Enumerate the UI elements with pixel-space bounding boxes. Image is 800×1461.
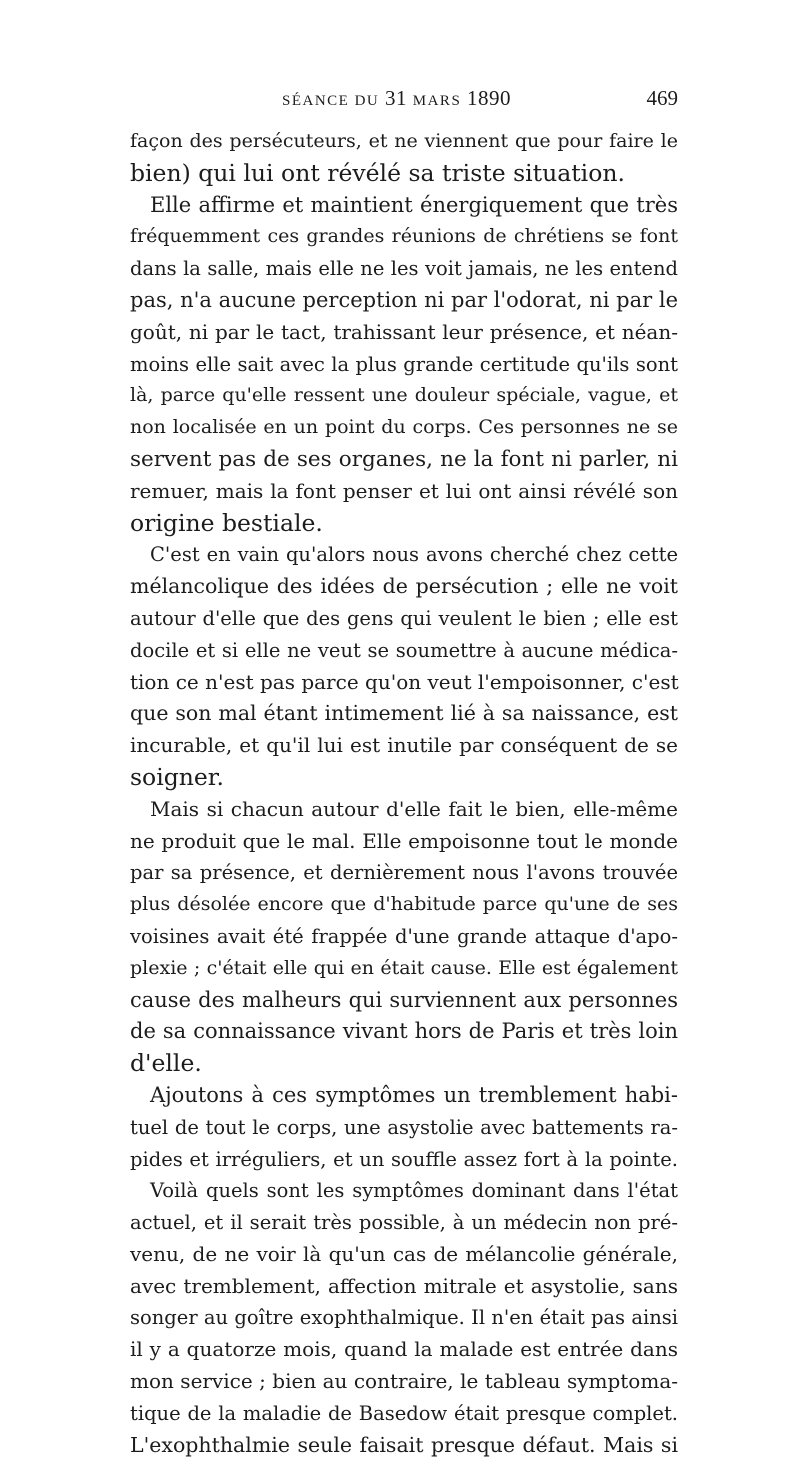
text-line: plus désolée encore que d'habitude parce qu'une de ses xyxy=(130,893,678,916)
text-line: venu, de ne voir là qu'un cas de mélancolie générale, xyxy=(130,1241,678,1266)
text-line: pides et irréguliers, et un souffle assez fort à la pointe. xyxy=(130,1147,678,1171)
text-line: goût, ni par le tact, trahissant leur présence, et néan- xyxy=(130,319,678,344)
text-line: incurable, et qu'il lui est inutile par conséquent de se xyxy=(130,733,678,758)
running-header xyxy=(130,86,678,118)
text-line: soigner. xyxy=(130,762,224,791)
text-line: ne produit que le mal. Elle empoisonne tout le monde xyxy=(130,828,678,853)
running-title xyxy=(282,86,511,111)
text-line: L'exophthalmie seule faisait presque défaut. Mais si xyxy=(130,1432,678,1457)
running-title-prefix: SÉANCE DU xyxy=(282,93,380,109)
text-line: voisines avait été frappée d'une grande attaque d'apo- xyxy=(130,924,678,948)
text-line: servent pas de ses organes, ne la font ni parler, ni xyxy=(130,446,678,472)
text-line: que son mal étant intimement lié à sa naissance, est xyxy=(130,701,678,726)
text-line: songer au goître exophthalmique. Il n'en était pas ainsi xyxy=(130,1306,678,1330)
text-line: Ajoutons à ces symptômes un tremblement habi- xyxy=(150,1082,678,1107)
text-line: tion ce n'est pas parce qu'on veut l'empoisonner, c'est xyxy=(130,669,679,694)
text-line: pas, n'a aucune perception ni par l'odorat, ni par le xyxy=(130,287,678,312)
text-line: mon service ; bien au contraire, le tableau symptoma- xyxy=(130,1369,678,1394)
text-line: autour d'elle que des gens qui veulent le bien ; elle est xyxy=(130,606,678,630)
text-line: dans la salle, mais elle ne les voit jamais, ne les entend xyxy=(130,257,678,281)
text-line: non localisée en un point du corps. Ces personnes ne se xyxy=(130,416,678,439)
text-line: d'elle. xyxy=(130,1049,202,1078)
text-line: tuel de tout le corps, une asystolie avec battements ra- xyxy=(130,1115,678,1139)
text-line: docile et si elle ne veut se soumettre à aucune médica- xyxy=(130,638,678,662)
running-title-year: 1890 xyxy=(467,86,512,110)
text-line: moins elle sait avec la plus grande certitude qu'ils sont xyxy=(130,352,678,376)
text-line: Elle affirme et maintient énergiquement que très xyxy=(150,192,678,217)
text-line: bien) qui lui ont révélé sa triste situation. xyxy=(130,158,625,187)
body-text xyxy=(130,126,678,1461)
running-title-month: MARS xyxy=(412,93,462,109)
text-line: mélancolique des idées de persécution ; elle ne voit xyxy=(130,574,678,599)
text-line: fréquemment ces grandes réunions de chrétiens se font xyxy=(130,225,678,248)
text-line: Mais si chacun autour d'elle fait le bien, elle-même xyxy=(150,796,678,821)
page-number: 469 xyxy=(646,86,678,110)
running-title-day: 31 xyxy=(385,86,408,110)
text-line: il y a quatorze mois, quand la malade est entrée dans xyxy=(130,1337,678,1362)
text-line: par sa présence, et dernièrement nous l'avons trouvée xyxy=(130,861,678,885)
text-line: de sa connaissance vivant hors de Paris et très loin xyxy=(130,1019,678,1044)
text-line: façon des persécuteurs, et ne viennent que pour faire le xyxy=(130,130,678,152)
text-line: Voilà quels sont les symptômes dominant dans l'état xyxy=(150,1179,678,1203)
text-line: tique de la maladie de Basedow était presque complet. xyxy=(130,1401,678,1425)
text-line: remuer, mais la font penser et lui ont ainsi révélé son xyxy=(130,478,678,503)
text-line: avec tremblement, affection mitrale et asystolie, sans xyxy=(130,1273,678,1298)
text-line: origine bestiale. xyxy=(130,508,323,537)
text-line: cause des malheurs qui surviennent aux personnes xyxy=(130,987,678,1012)
text-line: là, parce qu'elle ressent une douleur spéciale, vague, et xyxy=(130,384,678,407)
text-line: plexie ; c'était elle qui en était cause. Elle est également xyxy=(130,956,678,979)
text-line: C'est en vain qu'alors nous avons cherché chez cette xyxy=(150,543,678,567)
text-line: actuel, et il serait très possible, à un médecin non pré- xyxy=(130,1211,678,1235)
